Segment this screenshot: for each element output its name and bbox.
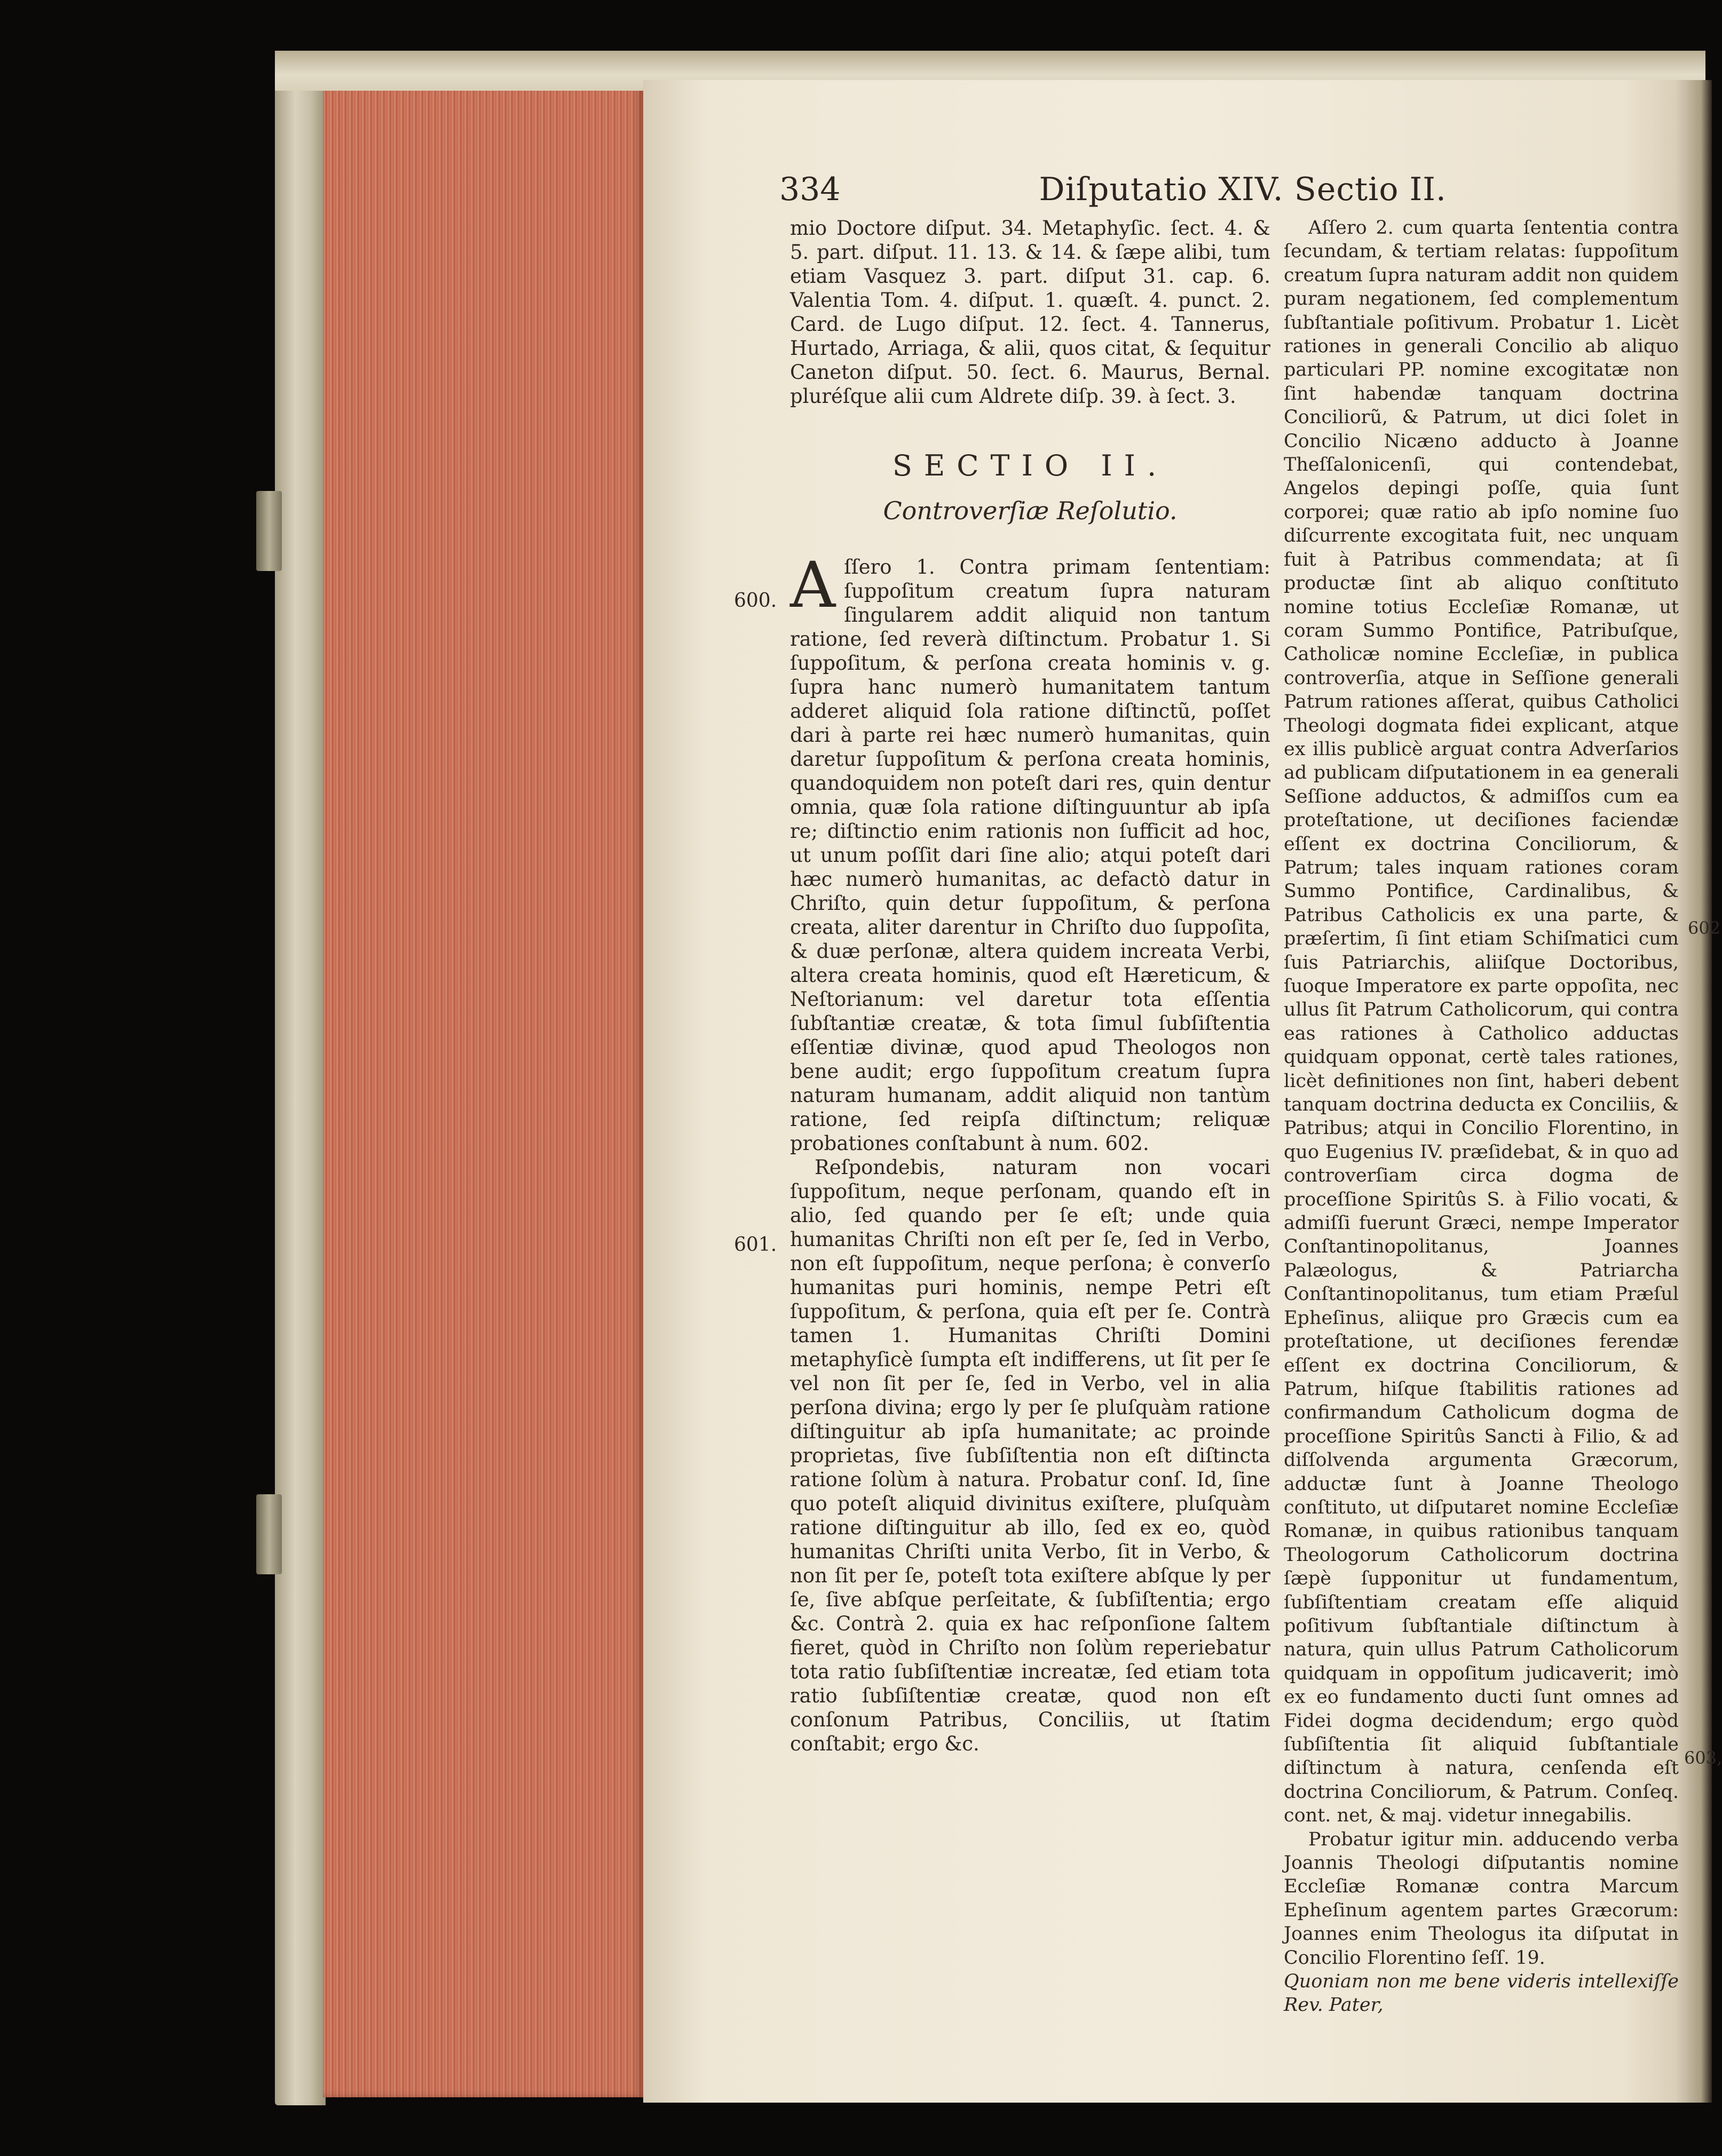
section-title: SECTIO II. [892,449,1168,482]
margin-number-603: 603, [1684,1748,1722,1768]
margin-number-601: 601. [734,1234,777,1256]
paragraph-600-text: ſſero 1. Contra primam ſententiam: ſuppoſitum creatum ſupra naturam ſingularem addit aliquid non tantum ratione, ſed reverà diſtinctum. Probatur 1. Si ſuppoſitum, & perſona creata hominis v. g. ſupra hanc numerò humanitatem tantum adderet aliquid ſola ratione diſtinctũ, poſſet dari à parte rei hæc numerò humanitas, quin daretur ſuppoſitum & perſona creata hominis, quandoquidem non poteſt dari res, quin dentur omnia, quæ ſola ratione diſtinguuntur ab ipſa re; diſtinctio enim rationis non ſufficit ad hoc, ut unum poſſit dari ſine alio; atqui poteſt dari hæc numerò humanitas, ac defactò datur in Chriſto, quin detur ſuppoſitum, & perſona creata, aliter darentur in Chriſto duo ſuppoſita, & duæ perſonæ, altera quidem increata Verbi, altera creata hominis, quod eſt Hæreticum, & Neſtorianum: vel daretur tota eſſentia ſubſtantiæ creatæ, & tota ſimul ſubſiſtentia eſſentiæ divinæ, quod apud Theologos non bene audit; ergo ſuppoſitum creatum ſupra naturam humanam, addit aliquid non tantùm ratione, ſed reipſa diſtinctum; reliquæ probationes conſtabunt à num. 602. [790,556,1270,1155]
page-gutter-shadow [1676,80,1712,2103]
paragraph-right-b: Probatur igitur min. adducendo verba Joannis Theologi diſputantis nomine Eccleſiæ Romanæ contra Marcum Epheſinum agentem partes Græcorum: Joannes enim Theologus ita diſputat in Concilio Florentino ſeſſ. 19. [1284,1828,1679,1969]
paragraph-right-a: Aſſero 2. cum quarta ſententia contra ſecundam, & tertiam relatas: ſuppoſitum creatum ſupra naturam addit non quidem puram negationem, ſed complementum ſubſtantiale poſitivum. Probatur 1. Licèt rationes in generali Concilio ab aliquo particulari PP. nomine excogitatæ non ſint habendæ tanquam doctrina Conciliorũ, & Patrum, ut dici ſolet in Concilio Nicæno adducto à Joanne Theſſalonicenſi, qui contendebat, Angelos depingi poſſe, quia ſunt corporei; quæ ratio ab ipſo nomine ſuo diſcurrente excogitata fuit, nec unquam fuit à Patribus commendata; at ſi productæ ſint ab aliquo conſtituto nomine totius Eccleſiæ Romanæ, ut coram Summo Pontifice, Patribuſque, Catholicæ nomine Eccleſiæ, in publica controverſia, atque in Seſſione generali Patrum rationes aſſerat, quibus Catholici Theologi dogmata fidei explicant, atque ex illis publicè arguat contra Adverſarios ad publicam diſputationem in ea generali Seſſione adductos, & admiſſos cum ea proteſtatione, ut deciſiones faciendæ eſſent ex doctrina Conciliorum, & Patrum; tales inquam rationes coram Summo Pontifice, Cardinalibus, & Patribus Catholicis ex una parte, & præſertim, ſi ſint etiam Schiſmatici cum ſuis Patriarchis, aliiſque Doctoribus, ſuoque Imperatore ex parte oppoſita, nec ullus ſit Patrum Catholicorum, qui contra eas rationes à Catholico adductas quidquam opponat, certè tales rationes, licèt definitiones non ſint, haberi debent tanquam doctrina deducta ex Conciliis, & Patribus; atqui in Concilio Florentino, in quo Eugenius IV. præſidebat, & in quo ad controverſiam circa dogma de proceſſione Spiritûs S. à Filio vocati, & admiſſi fuerunt Græci, nempe Imperator Conſtantinopolitanus, Joannes Palæologus, & Patriarcha Conſtantinopolitanus, tum etiam Præſul Epheſinus, aliique pro Græcis cum ea proteſtatione, ut deciſiones ferendæ eſſent ex doctrina Conciliorum, & Patrum, hiſque ſtabilitis rationes ad confirmandum Catholicum dogma de proceſſione Spiritûs Sancti à Filio, & ad diſſolvenda argumenta Græcorum, adductæ ſunt à Joanne Theologo conſtituto, ut diſputaret nomine Eccleſiæ Romanæ, in quibus rationibus tanquam Theologorum Catholicorum doctrina ſæpè ſupponitur ut fundamentum, ſubſiſtentiam creatam eſſe aliquid poſitivum ſubſtantiale diſtinctum à natura, quin ullus Patrum Catholicorum quidquam in oppoſitum judicaverit; imò ex eo fundamento ducti ſunt omnes ad Fidei dogma decidendum; ergo quòd ſubſiſtentia ſit aliquid ſubſtantiale diſtinctum à natura, cenſenda eſt doctrina Conciliorum, & Patrum. Conſeq. cont. net, & maj. videtur innegabilis. [1284,217,1679,1827]
left-column [790,216,1270,1756]
page-number: 334 [779,171,841,208]
paragraph-601: Reſpondebis, naturam non vocari ſuppoſitum, neque perſonam, quando eſt in alio, ſed quando per ſe eſt; unde quia humanitas Chriſti non eſt per ſe, ſed in Verbo, non eſt ſuppoſitum, neque perſona; è converſo humanitas puri hominis, nempe Petri eſt ſuppoſitum, & perſona, quia eſt per ſe. Contrà tamen 1. Humanitas Chriſti Domini metaphyſicè ſumpta eſt indifferens, ut ſit per ſe vel non ſit per ſe, ſed in Verbo, vel in alia perſona divina; ergo ly per ſe pluſquàm ratione diſtinguitur ab ipſa humanitate; ac proinde proprietas, ſive ſubſiſtentia non eſt diſtincta ratione ſolùm à natura. Probatur conſ. Id, ſine quo poteſt aliquid divinitus exiſtere, pluſquàm ratione diſtinguitur ab illo, ſed ex eo, quòd humanitas Chriſti unita Verbo, ſit in Verbo, & non ſit per ſe, poteſt tota exiſtere abſque ly per ſe, ſive abſque perſeitate, & ſubſiſtentia; ergo &c. Contrà 2. quia ex hac reſponſione ſaltem fieret, quòd in Chriſto non ſolùm reperiebatur tota ratio ſubſiſtentiæ increatæ, ſed etiam tota ratio ſubſiſtentiæ creatæ, quod non eſt conſonum Patribus, Conciliis, ut ſtatim conſtabit; ergo &c. [790,1156,1270,1755]
section-subtitle: Controverſiæ Reſolutio. [883,496,1178,525]
right-column [1284,216,1679,2017]
running-title: Diſputatio XIV. Sectio II. [1039,171,1447,208]
clasp-icon [256,1494,282,1574]
book-spine-edge [275,51,326,2105]
page-block-red-edge [323,85,643,2097]
paragraph-right-quote: Quoniam non me bene videris intellexiſſe Rev. Pater, [1284,1971,1679,2016]
margin-number-602: 602 [1688,918,1721,938]
margin-number-600: 600. [734,590,777,612]
paragraph-600 [790,548,1270,1155]
drop-cap: A [790,548,836,622]
running-head [779,171,1447,208]
intro-paragraph: mio Doctore diſput. 34. Metaphyſic. ſect. 4. & 5. part. diſput. 11. 13. & 14. & ſæpe alibi, tum etiam Vasquez 3. part. diſput 31. cap. 6. Valentia Tom. 4. diſput. 1. quæſt. 4. punct. 2. Card. de Lugo diſput. 12. ſect. 4. Tannerus, Hurtado, Arriaga, & alii, quos citat, & ſequitur Caneton diſput. 50. ſect. 6. Maurus, Bernal. pluréſque alii cum Aldrete diſp. 39. à ſect. 3. [790,217,1270,408]
clasp-icon [256,491,282,571]
